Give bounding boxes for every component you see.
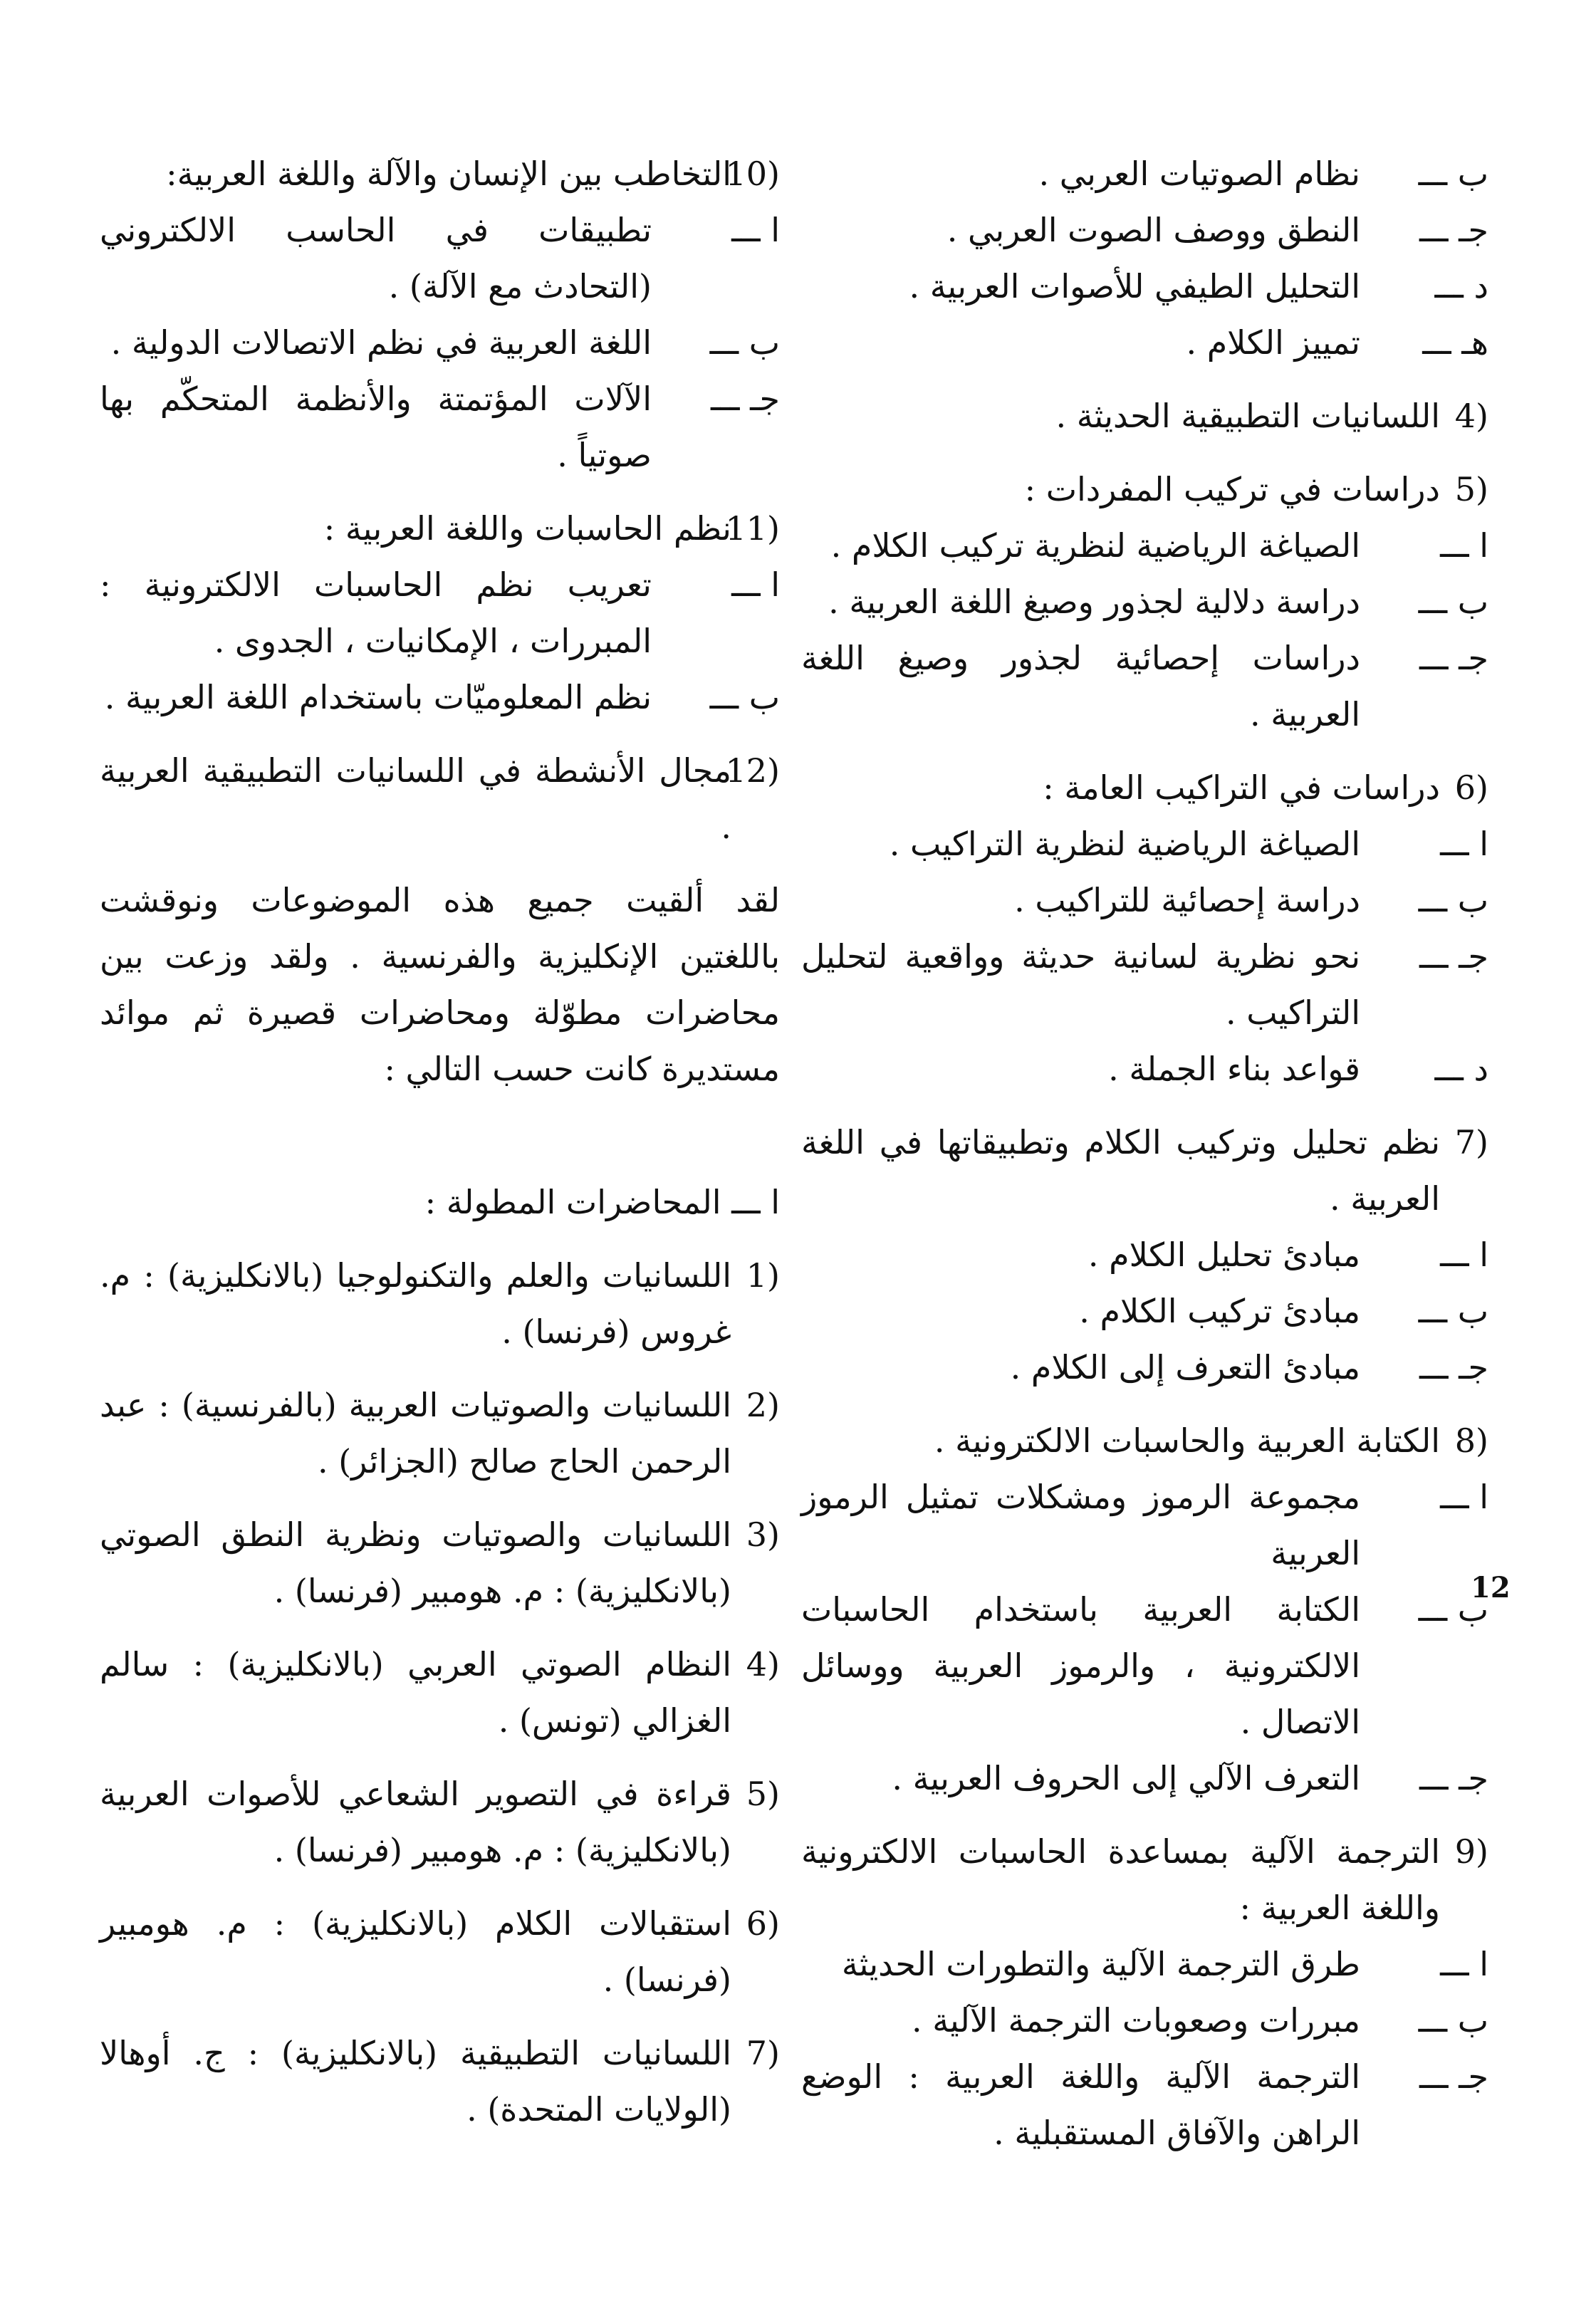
sub-item-text: مبادئ تحليل الكلام . [1088, 1236, 1360, 1274]
item-text: اللسانيات والصوتيات العربية (بالفرنسية) : عبد الرحمن الحاج صالح (الجزائر) . [100, 1386, 731, 1481]
numbered-item [801, 1413, 1488, 1469]
numbered-item [100, 743, 780, 855]
sub-item-text: الآلات المؤتمتة والأنظمة المتحكّم بها صوتياً . [100, 380, 652, 474]
sub-item [100, 557, 780, 669]
item-text: اللسانيات والعلم والتكنولوجيا (بالانكليزية) : م. غروس (فرنسا) . [100, 1256, 731, 1351]
sub-item [801, 1936, 1488, 1993]
item-number: (7 [1454, 1123, 1488, 1161]
numbered-item [100, 1377, 780, 1490]
sub-item-letter: هـ ـــ [1422, 323, 1488, 362]
right-column [801, 146, 1488, 2161]
spacer [100, 1117, 780, 1174]
spacer [100, 1619, 780, 1636]
sub-item-text: الصياغة الرياضية لنظرية تركيب الكلام . [830, 526, 1360, 565]
sub-item-letter: جـ ـــ [1419, 2057, 1488, 2096]
sub-item [801, 518, 1488, 574]
spacer [100, 1490, 780, 1507]
sub-item [801, 202, 1488, 259]
numbered-item [100, 2025, 780, 2138]
item-text: استقبالات الكلام (بالانكليزية) : م. هومبير (فرنسا) . [100, 1904, 731, 1999]
sub-item-text: التعرف الآلي إلى الحروف العربية . [892, 1759, 1360, 1797]
item-text: نظم تحليل وتركيب الكلام وتطبيقاتها في اللغة العربية . [801, 1123, 1440, 1218]
sub-item-text: دراسات إحصائية لجذور وصيغ اللغة العربية . [801, 639, 1360, 733]
sub-item-letter: جـ ـــ [1419, 937, 1488, 976]
spacer [100, 726, 780, 743]
sub-item-letter: جـ ـــ [1419, 639, 1488, 677]
item-text: الكتابة العربية والحاسبات الالكترونية . [934, 1421, 1440, 1460]
sub-item-text: مبادئ التعرف إلى الكلام . [1010, 1348, 1360, 1387]
sub-item [801, 574, 1488, 630]
sub-item-text: مجموعة الرموز ومشكلات تمثيل الرموز العربية [801, 1478, 1360, 1572]
item-number: (5 [1454, 470, 1488, 508]
sub-item [100, 371, 780, 484]
item-number: (4 [1454, 397, 1488, 435]
item-number: (4 [746, 1645, 780, 1683]
sub-item-letter: د ـــ [1434, 1050, 1488, 1088]
item-number: (7 [746, 2034, 780, 2072]
spacer [801, 1807, 1488, 1824]
sub-item [801, 1582, 1488, 1750]
item-number: (3 [746, 1515, 780, 1554]
sub-item-letter: ا ـــ [1440, 526, 1488, 565]
section-heading: ا ـــ المحاضرات المطولة : [424, 1183, 780, 1221]
sub-item-letter: ا ـــ [731, 565, 780, 604]
sub-item-letter: ا ـــ [1440, 1945, 1488, 1983]
spacer [801, 743, 1488, 760]
sub-item [100, 315, 780, 371]
sub-item [100, 669, 780, 726]
sub-item-letter: ب ـــ [1418, 2001, 1488, 2040]
left-column [100, 146, 780, 2138]
numbered-item [801, 388, 1488, 444]
sub-item-text: طرق الترجمة الآلية والتطورات الحديثة [841, 1945, 1360, 1983]
numbered-item [100, 1507, 780, 1619]
spacer [100, 1231, 780, 1248]
spacer [100, 2008, 780, 2025]
item-number: (8 [1454, 1421, 1488, 1460]
sub-item-letter: ب ـــ [1418, 155, 1488, 193]
sub-item [801, 929, 1488, 1041]
sub-item [801, 1340, 1488, 1396]
sub-item-text: نظم المعلوميّات باستخدام اللغة العربية . [104, 678, 652, 716]
item-number: (10 [725, 155, 780, 193]
sub-item-text: نحو نظرية لسانية حديثة وواقعية لتحليل التراكيب . [801, 937, 1360, 1032]
sub-item-letter: ا ـــ [1440, 825, 1488, 863]
sub-item [801, 259, 1488, 315]
sub-item-letter: جـ ـــ [1419, 211, 1488, 249]
numbered-item [100, 1636, 780, 1749]
numbered-item [100, 1766, 780, 1879]
numbered-item [801, 461, 1488, 518]
sub-item-text: دراسة إحصائية للتراكيب . [1014, 881, 1360, 919]
sub-item-text: النطق ووصف الصوت العربي . [946, 211, 1360, 249]
spacer [100, 855, 780, 872]
page-number: 12 [1471, 1571, 1511, 1604]
sub-item-letter: ا ـــ [731, 211, 780, 249]
paragraph: لقد ألقيت جميع هذه الموضوعات ونوقشت باللغتين الإنكليزية والفرنسية . ولقد وزعت بين محاضرات مطوّلة ومحاضرات قصيرة ثم موائد مستديرة كانت حسب التالي : [100, 881, 780, 1088]
item-text: اللسانيات التطبيقية (بالانكليزية) : ج. أوهالا (الولايات المتحدة) . [100, 2034, 731, 2129]
item-text: التخاطب بين الإنسان والآلة واللغة العربية: [166, 155, 731, 193]
numbered-item [100, 501, 780, 557]
item-text: الترجمة الآلية بمساعدة الحاسبات الالكترونية واللغة العربية : [801, 1832, 1440, 1927]
item-text: دراسات في التراكيب العامة : [1043, 768, 1440, 807]
spacer [100, 484, 780, 501]
numbered-item [801, 1824, 1488, 1936]
spacer [100, 1360, 780, 1377]
sub-item [801, 872, 1488, 929]
sub-item-text: الصياغة الرياضية لنظرية التراكيب . [889, 825, 1360, 863]
sub-item [801, 1041, 1488, 1097]
sub-item [801, 816, 1488, 872]
sub-item-text: تطبيقات في الحاسب الالكتروني (التحادث مع الآلة) . [100, 211, 652, 306]
item-number: (11 [725, 509, 780, 548]
sub-item-text: تعريب نظم الحاسبات الالكترونية : المبررات ، الإمكانيات ، الجدوى . [100, 565, 652, 660]
sub-item-text: تمييز الكلام . [1186, 323, 1360, 362]
item-text: مجال الأنشطة في اللسانيات التطبيقية العربية . [100, 751, 731, 846]
spacer [801, 1396, 1488, 1413]
sub-item-letter: ب ـــ [1418, 1292, 1488, 1330]
sub-item [801, 1750, 1488, 1807]
spacer [801, 444, 1488, 461]
item-text: قراءة في التصوير الشعاعي للأصوات العربية (بالانكليزية) : م. هومبير (فرنسا) . [100, 1775, 731, 1869]
sub-item-text: الكتابة العربية باستخدام الحاسبات الالكترونية ، والرموز العربية ووسائل الاتصال . [801, 1590, 1360, 1741]
sub-item [100, 202, 780, 315]
numbered-item [801, 1114, 1488, 1227]
spacer [100, 1879, 780, 1896]
item-text: النظام الصوتي العربي (بالانكليزية) : سالم الغزالي (تونس) . [100, 1645, 731, 1740]
numbered-item [100, 1248, 780, 1360]
sub-item-letter: ب ـــ [1418, 583, 1488, 621]
sub-item [801, 146, 1488, 202]
item-number: (6 [746, 1904, 780, 1943]
sub-item-text: قواعد بناء الجملة . [1108, 1050, 1360, 1088]
numbered-item [801, 760, 1488, 816]
sub-item-text: دراسة دلالية لجذور وصيغ اللغة العربية . [828, 583, 1360, 621]
item-number: (9 [1454, 1832, 1488, 1871]
item-text: دراسات في تركيب المفردات : [1024, 470, 1440, 508]
numbered-item [100, 146, 780, 202]
sub-item-text: اللغة العربية في نظم الاتصالات الدولية . [110, 323, 652, 362]
numbered-item [100, 1896, 780, 2008]
sub-item [801, 2049, 1488, 2161]
sub-item [801, 630, 1488, 743]
sub-item [801, 1469, 1488, 1582]
item-number: (12 [725, 751, 780, 790]
sub-item [801, 315, 1488, 371]
sub-item-letter: ا ـــ [1440, 1236, 1488, 1274]
item-text: اللسانيات التطبيقية الحديثة . [1055, 397, 1440, 435]
sub-item-letter: جـ ـــ [711, 380, 780, 418]
item-number: (1 [746, 1256, 780, 1295]
sub-item-letter: ب ـــ [1418, 881, 1488, 919]
sub-item-letter: جـ ـــ [1419, 1348, 1488, 1387]
sub-item-letter: ب ـــ [709, 323, 780, 362]
sub-item-letter: د ـــ [1434, 267, 1488, 306]
spacer [801, 1097, 1488, 1114]
item-number: (6 [1454, 768, 1488, 807]
sub-item [801, 1283, 1488, 1340]
item-number: (5 [746, 1775, 780, 1813]
sub-item-text: نظام الصوتيات العربي . [1038, 155, 1360, 193]
sub-item-letter: ب ـــ [1418, 1590, 1488, 1629]
item-number: (2 [746, 1386, 780, 1424]
sub-item [801, 1993, 1488, 2049]
sub-item-text: الترجمة الآلية واللغة العربية : الوضع الراهن والآفاق المستقبلية . [801, 2057, 1360, 2152]
sub-item-letter: ا ـــ [1440, 1478, 1488, 1516]
sub-item-text: التحليل الطيفي للأصوات العربية . [909, 267, 1360, 306]
spacer [801, 371, 1488, 388]
sub-item-letter: جـ ـــ [1419, 1759, 1488, 1797]
item-text: نظم الحاسبات واللغة العربية : [323, 509, 731, 548]
sub-item-letter: ب ـــ [709, 678, 780, 716]
item-text: اللسانيات والصوتيات ونظرية النطق الصوتي (بالانكليزية) : م. هومبير (فرنسا) . [100, 1515, 731, 1610]
spacer [100, 1749, 780, 1766]
sub-item-text: مبررات وصعوبات الترجمة الآلية . [912, 2001, 1360, 2040]
sub-item [801, 1227, 1488, 1283]
sub-item-text: مبادئ تركيب الكلام . [1079, 1292, 1360, 1330]
